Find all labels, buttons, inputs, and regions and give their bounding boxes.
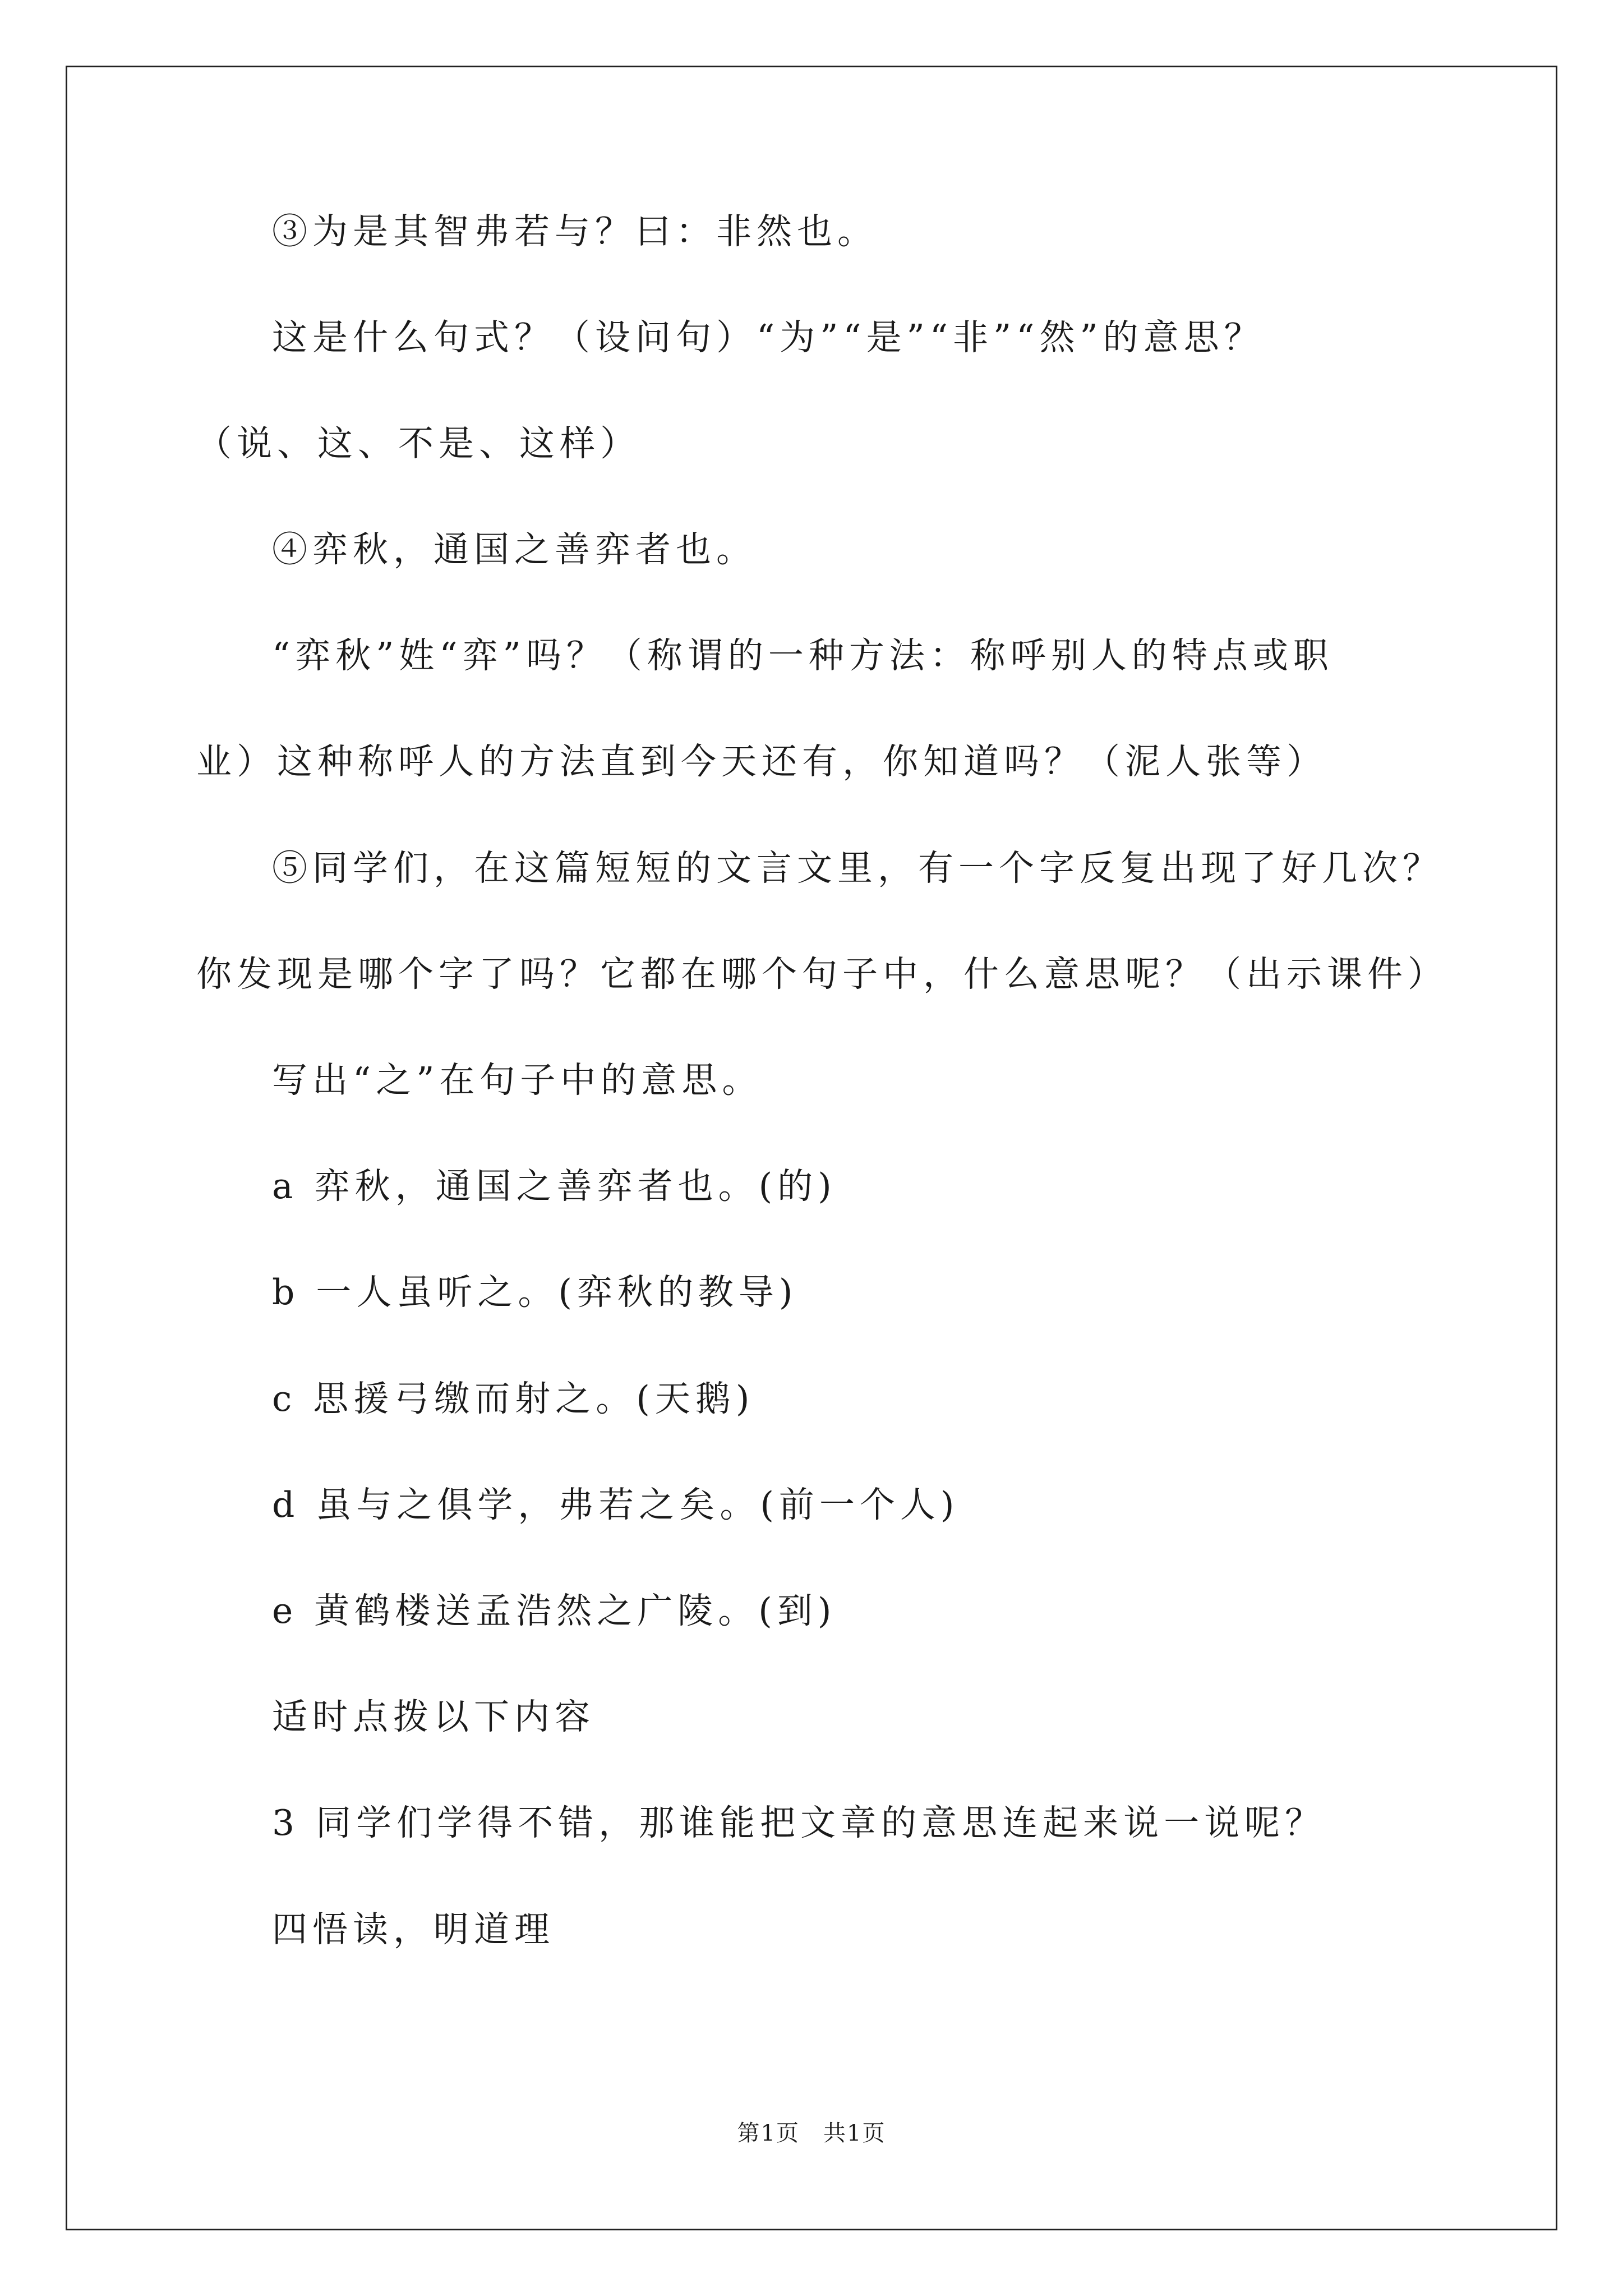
- text-line-16: 3 同学们学得不错，那谁能把文章的意思连起来说一说呢？: [272, 1802, 1326, 1843]
- text-line-1: ③为是其智弗若与？曰：非然也。: [272, 211, 878, 252]
- text-line-5: “弈秋”姓“弈”吗？（称谓的一种方法：称呼别人的特点或职: [272, 635, 1334, 676]
- text-line-12: c 思援弓缴而射之。(天鹅): [272, 1378, 755, 1419]
- text-line-13: d 虽与之俱学，弗若之矣。(前一个人): [272, 1484, 960, 1525]
- page-number-footer: 第1页 共1页: [737, 2120, 886, 2146]
- text-line-2: 这是什么句式？（设问句）“为”“是”“非”“然”的意思？: [272, 317, 1265, 358]
- text-line-8: 你发现是哪个字了吗？它都在哪个句子中，什么意思呢？（出示课件）: [196, 954, 1448, 995]
- text-line-15: 适时点拨以下内容: [272, 1696, 595, 1737]
- text-line-9: 写出“之”在句子中的意思。: [272, 1060, 763, 1101]
- text-line-6: 业）这种称呼人的方法直到今天还有，你知道吗？（泥人张等）: [196, 741, 1327, 782]
- text-line-17: 四悟读，明道理: [272, 1909, 555, 1950]
- text-line-14: e 黄鹤楼送孟浩然之广陵。(到): [272, 1590, 837, 1631]
- text-line-7: ⑤同学们，在这篇短短的文言文里，有一个字反复出现了好几次？: [272, 848, 1443, 889]
- page-border: [66, 66, 1557, 2230]
- text-line-10: a 弈秋，通国之善弈者也。(的): [272, 1166, 837, 1207]
- text-line-4: ④弈秋，通国之善弈者也。: [272, 529, 757, 570]
- text-line-3: （说、这、不是、这样）: [196, 423, 640, 464]
- text-line-11: b 一人虽听之。(弈秋的教导): [272, 1272, 798, 1313]
